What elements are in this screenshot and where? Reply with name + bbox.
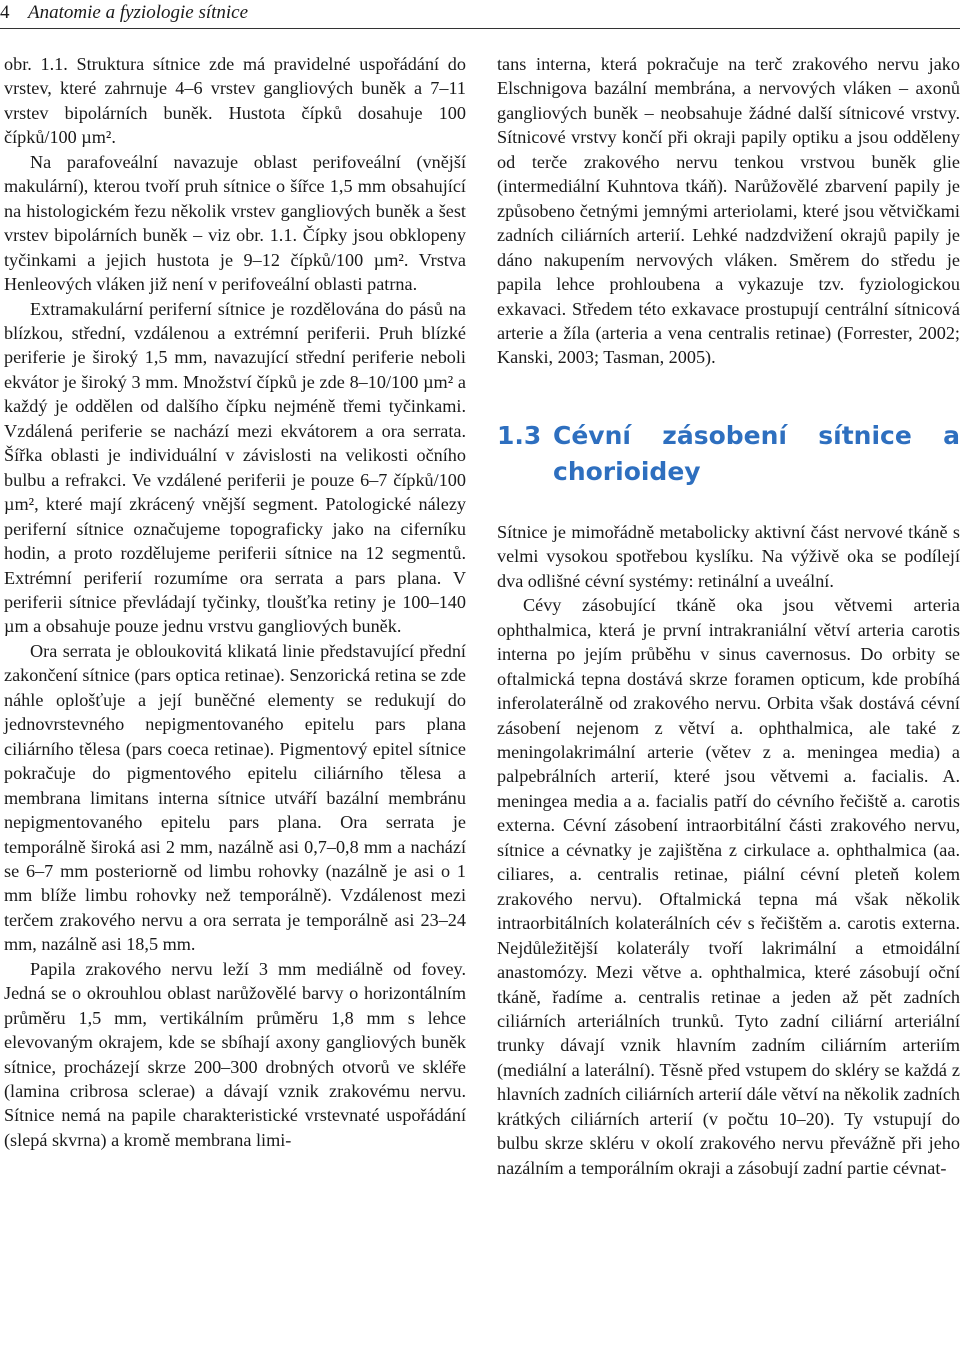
paragraph-perifoveal: Na parafoveální navazuje oblast perifoveální (vnější makulární), kterou tvoří pruh sítnice o šířce 1,5 mm obsahující na histologickém řezu několik vrstev gangliových buněk a šest vrstev bipolárních buněk – viz obr. 1.1. Čípky jsou obklopeny tyčinkami a jejich hustota je 9–12 čípků/100 µm². Vrstva Henleových vláken již není v perifoveální oblasti patrna. xyxy=(4,151,466,295)
running-header xyxy=(0,0,960,30)
paragraph-intro: Sítnice je mimořádně metabolicky aktivní část nervové tkáně s velmi vysokou spotřebou kyslíku. Na výživě oka se podílejí dva odlišné cévní systémy: retinální a uveální. xyxy=(497,521,960,591)
section-number: 1.3 xyxy=(497,420,542,450)
paragraph-papilla: Papila zrakového nervu leží 3 mm mediálně od fovey. Jedná se o okrouhlou oblast narůžovělé barvy o horizontálním průměru 1,5 mm, vertikálním průměru 1,8 mm s lehce elevovaným okrajem, kde se sbíhají axony gangliových buněk sítnice, procházejí skrze 200–300 drobných otvorů ve skléře (lamina cribrosa sclerae) a dávají vznik zrakovému nervu. Sítnice nemá na papile charakteristické vrstevnaté uspořádání (slepá skvrna) a kromě membrana limi- xyxy=(4,958,466,1150)
section-title: Cévní zásobení sítnice a chorioidey xyxy=(553,420,960,486)
page-number: 4 xyxy=(0,2,10,23)
section-heading xyxy=(497,418,960,490)
paragraph-continuation-right: tans interna, která pokračuje na terč zrakového nervu jako Elschnigova bazální membrána, a nervových vláken – axonů gangliových buněk – neobsahuje žádné další sítnicové vrstvy. Sítnicové vrstvy končí při okraji papily optiku a jsou odděleny od terče zrakového nervu tenkou vrstvou buněk glie (intermediální Kuhntova tkáň). Narůžovělé zbarvení papily je způsobeno četnými jemnými arteriolami, které jsou větvičkami zadních ciliárních arterií. Lehké nadzdvižení okrajů papily je dáno nakupením nervových vláken. Směrem do středu je papila lehce prohloubena a vykazuje tzv. fyziologickou exkavaci. Středem této exkavace prostupují centrální sítnicová arterie a žíla (arteria a vena centralis retinae) (Forrester, 2002; Kanski, 2003; Tasman, 2005). xyxy=(497,54,960,368)
right-column xyxy=(497,52,960,1180)
running-title: Anatomie a fyziologie sítnice xyxy=(28,2,249,23)
paragraph-periphery: Extramakulární periferní sítnice je rozdělována do pásů na blízkou, střední, vzdálenou a extrémní periferii. Pruh blízké periferie je široký 1,5 mm, navazující střední periferie neboli ekvátor je široký 3 mm. Množství čípků je zde 8–10/100 µm² a každý je oddělen od dalšího čípku nejméně třemi tyčinkami. Vzdálená periferie se nachází mezi ekvátorem a ora serrata. Šířka oblasti je individuální v závislosti na velikosti očního bulbu a refrakci. Ve vzdálené periferii je pouze 6–7 čípků/100 µm², které mají zkrácený vnější segment. Patologické nálezy periferní sítnice označujeme topograficky jako na ciferníku hodin, a proto rozdělujeme periferii sítnice na 12 segmentů. Extrémní periferií rozumíme ora serrata a pars plana. V periferii sítnice převládají tyčinky, tloušťka retiny je 100–140 µm a obsahuje pouze jednu vrstvu gangliových buněk. xyxy=(4,298,466,637)
paragraph-ora-serrata: Ora serrata je obloukovitá klikatá linie představující přední zakončení sítnice (pars optica retinae). Senzorická retina se zde náhle oplošťuje a její buněčné elementy se redukují do jednovrstevného nepigmentovaného epitelu pars plana ciliárního tělesa (pars coeca retinae). Pigmentový epitel sítnice pokračuje do pigmentového epitelu ciliárního tělesa a membrana limitans interna sítnice utváří bazální membránu nepigmentovaného epitelu pars plana. Ora serrata je temporálně široká asi 2 mm, nazálně asi 0,7–0,8 mm a nachází se 6–7 mm posteriorně od limbu rohovky (nazálně je asi o 1 mm blíže limbu rohovky než temporálně). Vzdálenost mezi terčem zrakového nervu a ora serrata je temporálně asi 23–24 mm, nazálně asi 18,5 mm. xyxy=(4,640,466,955)
paragraph-vessels: Cévy zásobující tkáně oka jsou větvemi arteria ophthalmica, která je první intrakraniální větví arteria carotis interna po jejím průběhu v sinus cavernosus. Do orbity se oftalmická tepna dostává skrze foramen opticum, kde probíhá inferolaterálně od zrakového nervu. Orbita však dostává cévní zásobení nejenom z větví a. ophthalmica, ale také z meningolakrimální arterie (větev z a. meningea media) a palpebrálních arterií, které jsou větvemi a. facialis. A. meningea media a a. facialis patří do cévního řečiště a. carotis externa. Cévní zásobení intraorbitální části zrakového nervu, sítnice a cévnatky je zajištěna z cirkulace a. ophthalmica (aa. ciliares, a. centralis retinae, piální cévní pleteň kolem zrakového nervu). Oftalmická tepna má však několik intraorbitálních kolaterálních cév s řečištěm a. carotis externa. Nejdůležitější kolaterály tvoří lakrimální a etmoidální anastomózy. Mezi větve a. ophthalmica, které zásobují oční tkáně, řadíme a. centralis retinae a jeden až pět zadních ciliárních arteriálních trunků. Tyto zadní ciliární arteriální trunky dávají vznik hlavním zadním ciliárním arteriím (mediální a laterální). Těsně před vstupem do skléry se každá z hlavních zadních ciliárních arterií dále větví na několik zadních krátkých ciliárních arterií (v počtu 10–20). Ty vstupují do bulbu skrze skléru v okolí zrakového nervu převážně při jeho nazálním a temporálním okraji a zásobují zadní partie cévnat- xyxy=(497,595,960,1178)
header-rule xyxy=(0,28,960,29)
left-column xyxy=(4,52,466,1152)
paragraph-continuation: obr. 1.1. Struktura sítnice zde má pravidelné uspořádání do vrstev, které zahrnuje 4–6 vrstev gangliových buněk a 7–11 vrstev bipolárních buněk. Hustota čípků dosahuje 100 čípků/100 µm². xyxy=(4,54,466,148)
